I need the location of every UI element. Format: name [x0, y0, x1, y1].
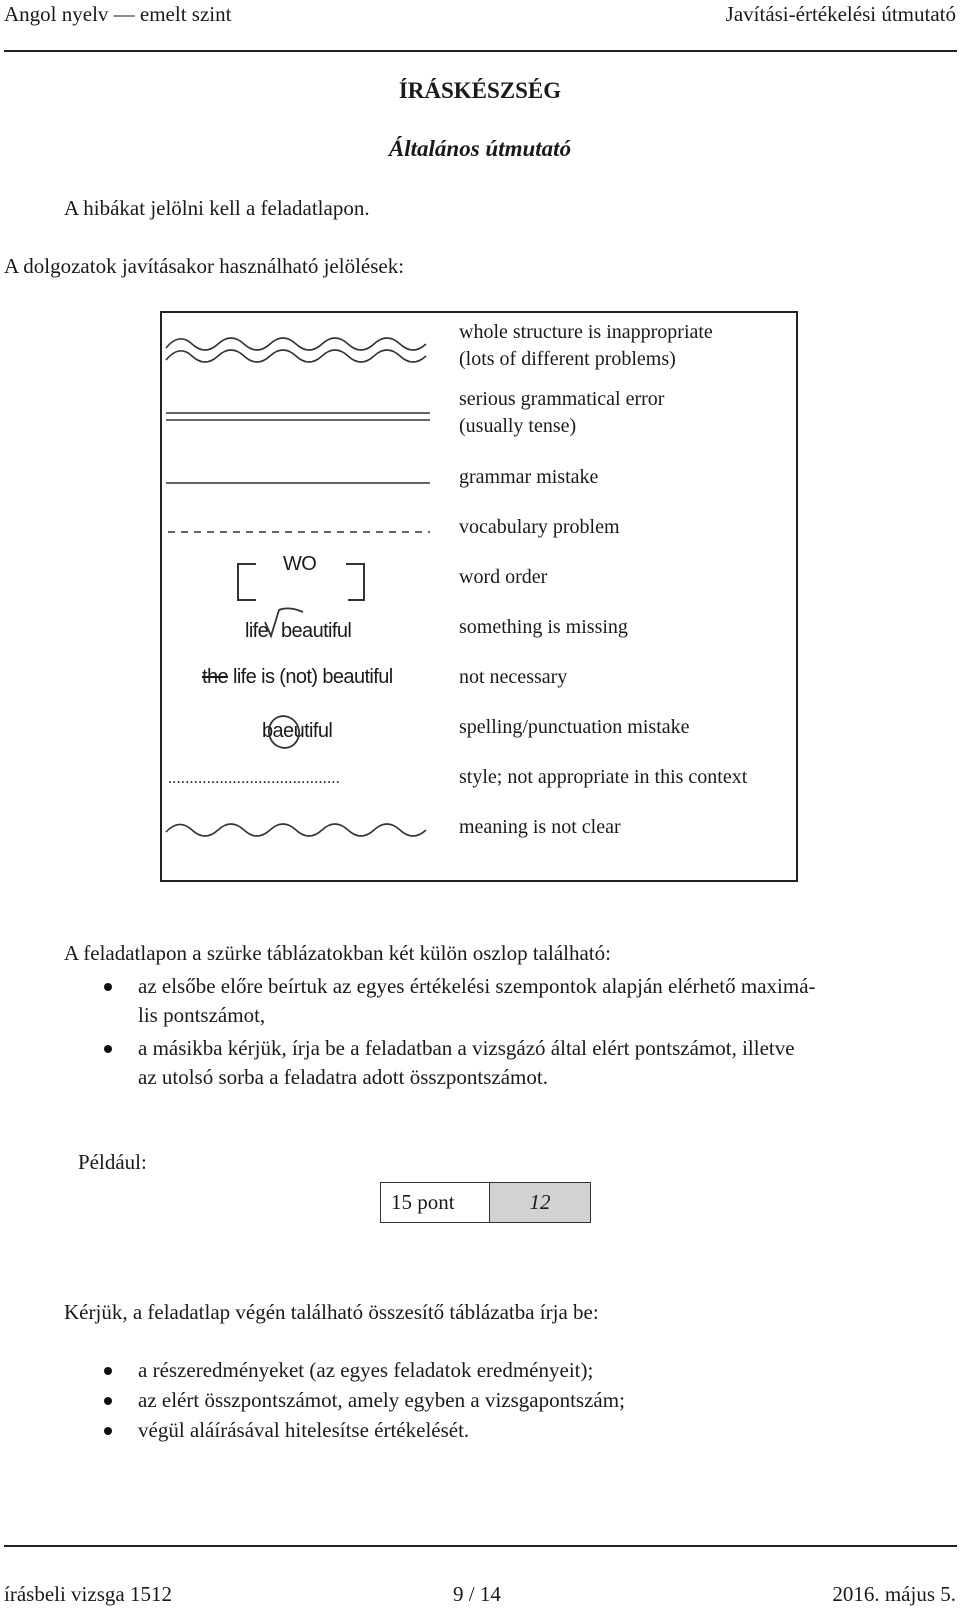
double-wavy-line-symbol	[164, 330, 434, 370]
spelling-circle-symbol	[264, 712, 304, 752]
legend-item-whole-structure-note: (lots of different problems)	[459, 348, 676, 370]
missing-sample-word-1: life	[245, 620, 269, 642]
spelling-sample-part-1: b	[262, 720, 273, 742]
example-achieved-points: 12	[490, 1183, 590, 1222]
footer-date: 2016. május 5.	[832, 1582, 956, 1606]
single-line-symbol	[166, 480, 432, 486]
page-number: 9 / 14	[453, 1582, 501, 1606]
footer-left: írásbeli vizsga 1512	[4, 1582, 172, 1606]
insertion-mark-symbol	[263, 606, 307, 640]
not-necessary-sample	[202, 666, 393, 689]
dotted-line-symbol: ........................................	[168, 770, 340, 787]
header-right: Javítási-értékelési útmutató	[725, 2, 956, 26]
legend-item-vocabulary: vocabulary problem	[459, 516, 620, 538]
legend-item-serious-grammar: serious grammatical error	[459, 388, 665, 410]
example-label: Például:	[78, 1150, 147, 1174]
spelling-sample-part-2: ae	[272, 720, 294, 742]
not-necessary-rest: life is (not) beautiful	[228, 666, 393, 688]
summary-bullet-1: a részeredményeket (az egyes feladatok eredményeit);	[64, 1355, 625, 1385]
header-divider	[4, 50, 957, 52]
legend-item-missing: something is missing	[459, 616, 628, 638]
columns-bullet-2-line-1: a másikba kérjük, írja be a feladatban a vizsgázó által elért pontszámot, illetve	[138, 1036, 795, 1060]
example-score-table	[380, 1182, 591, 1223]
columns-bullet-2-line-2: az utolsó sorba a feladatra adott összpontszámot.	[138, 1065, 548, 1089]
word-order-label: WO	[283, 553, 317, 575]
summary-bullet-3: végül aláírásával hitelesítse értékelését.	[64, 1415, 625, 1445]
legend-item-not-necessary: not necessary	[459, 666, 568, 688]
legend-item-spelling: spelling/punctuation mistake	[459, 716, 690, 738]
columns-bullet-2	[64, 1034, 959, 1092]
columns-bullet-list	[64, 972, 959, 1092]
legend-item-grammar: grammar mistake	[459, 466, 599, 488]
dashed-line-symbol	[168, 529, 432, 535]
legend-item-whole-structure: whole structure is inappropriate	[459, 321, 713, 343]
columns-bullet-1-line-1: az elsőbe előre beírtuk az egyes értékelési szempontok alapján elérhető maximá-	[138, 974, 816, 998]
intro-line-1: A hibákat jelölni kell a feladatlapon.	[64, 196, 370, 220]
legend-item-meaning: meaning is not clear	[459, 816, 621, 838]
legend-item-style: style; not appropriate in this context	[459, 766, 748, 788]
section-title: ÍRÁSKÉSZSÉG	[398, 78, 562, 103]
wavy-line-symbol	[164, 818, 434, 844]
columns-intro: A feladatlapon a szürke táblázatokban két külön oszlop található:	[64, 941, 611, 965]
section-subtitle: Általános útmutató	[388, 136, 572, 161]
missing-sample-word-2: beautiful	[281, 620, 352, 642]
columns-bullet-1	[64, 972, 959, 1030]
struck-word: the	[202, 666, 229, 688]
legend-item-word-order: word order	[459, 566, 548, 588]
intro-line-2: A dolgozatok javításakor használható jelölések:	[4, 254, 405, 278]
summary-bullet-2: az elért összpontszámot, amely egyben a vizsgapontszám;	[64, 1385, 625, 1415]
example-max-points: 15 pont	[381, 1183, 490, 1222]
summary-bullet-list	[64, 1355, 625, 1445]
columns-bullet-1-line-2: lis pontszámot,	[138, 1003, 266, 1027]
header-left: Angol nyelv — emelt szint	[4, 2, 232, 26]
double-line-symbol	[166, 410, 432, 424]
spelling-sample-part-3: utiful	[293, 720, 333, 742]
footer-divider	[4, 1545, 957, 1547]
summary-intro: Kérjük, a feladatlap végén található összesítő táblázatba írja be:	[64, 1300, 599, 1324]
legend-item-serious-grammar-note: (usually tense)	[459, 415, 577, 437]
